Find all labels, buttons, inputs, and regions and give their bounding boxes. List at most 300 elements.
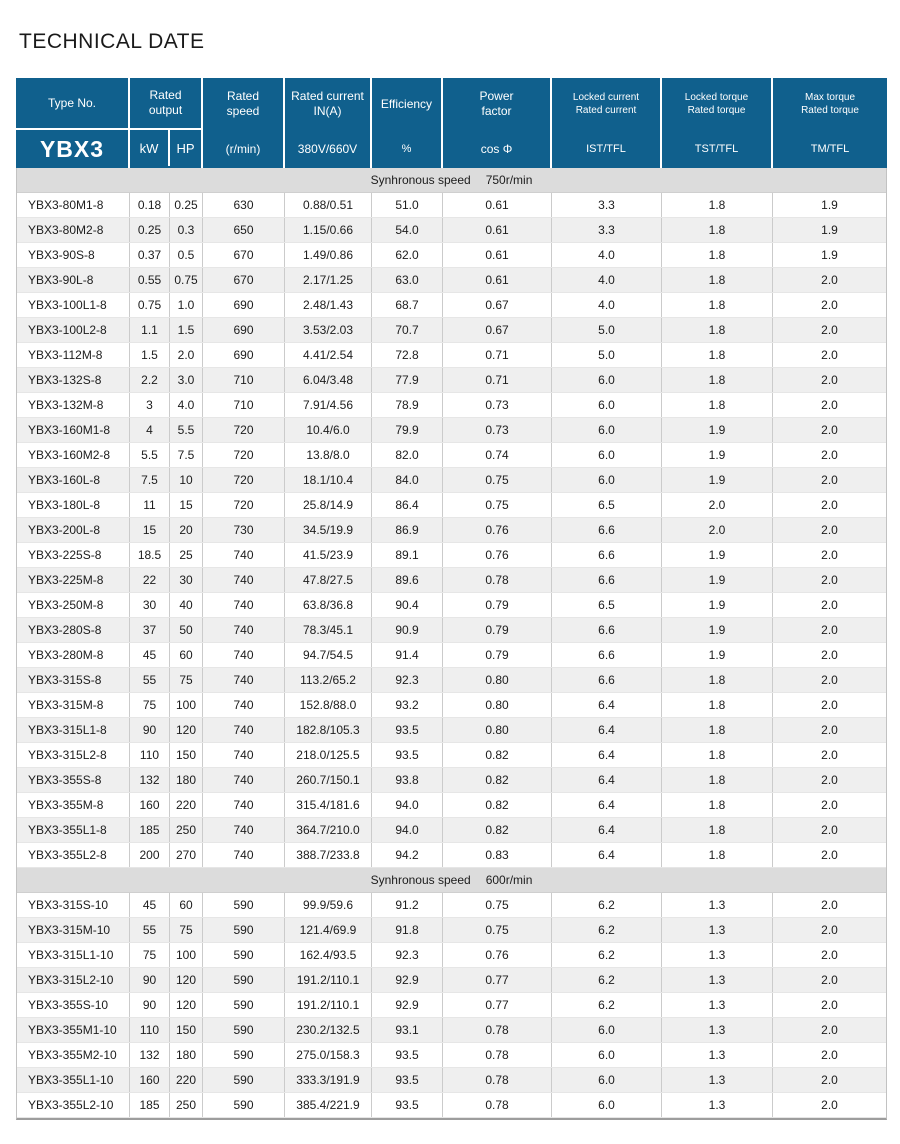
cell-ist: 6.4 <box>552 718 662 742</box>
header-col-power-factor <box>443 78 552 168</box>
header-col-rated-output <box>130 78 203 168</box>
cell-hp: 120 <box>170 718 203 742</box>
cell-eff: 91.8 <box>372 918 443 942</box>
cell-eff: 91.4 <box>372 643 443 667</box>
cell-speed: 740 <box>203 843 285 867</box>
cell-tst: 1.8 <box>662 693 773 717</box>
cell-tm: 2.0 <box>821 1073 838 1087</box>
cell-pf: 0.78 <box>443 1093 552 1117</box>
cell-kw: 18.5 <box>130 543 170 567</box>
header-col-locked-torque <box>662 78 773 168</box>
cell-type: YBX3-315L2-10 <box>17 968 130 992</box>
cell-pf: 0.79 <box>443 618 552 642</box>
cell-ist: 6.4 <box>552 743 662 767</box>
cell-speed: 720 <box>203 443 285 467</box>
cell-tst: 1.8 <box>662 293 773 317</box>
cell-ist: 4.0 <box>552 293 662 317</box>
cell-pf: 0.61 <box>443 243 552 267</box>
cell-speed: 720 <box>203 468 285 492</box>
cell-current: 1.15/0.66 <box>285 218 372 242</box>
cell-eff: 93.5 <box>372 1043 443 1067</box>
cell-tst: 1.9 <box>662 443 773 467</box>
cell-pf: 0.77 <box>443 968 552 992</box>
header-rated-current-label: Rated current IN(A) <box>291 89 364 118</box>
cell-eff: 93.1 <box>372 1018 443 1042</box>
cell-kw: 55 <box>130 918 170 942</box>
cell-type: YBX3-250M-8 <box>17 593 130 617</box>
cell-tst: 1.8 <box>662 768 773 792</box>
cell-tm: 2.0 <box>821 898 838 912</box>
cell-tst: 1.3 <box>662 1043 773 1067</box>
cell-pf: 0.82 <box>443 743 552 767</box>
cell-hp: 5.5 <box>170 418 203 442</box>
cell-eff: 62.0 <box>372 243 443 267</box>
table-body <box>16 168 887 1120</box>
table-row <box>17 918 886 943</box>
cell-type: YBX3-225S-8 <box>17 543 130 567</box>
cell-eff: 90.4 <box>372 593 443 617</box>
cell-ist: 6.6 <box>552 668 662 692</box>
cell-type: YBX3-355L2-10 <box>17 1093 130 1117</box>
header-power-factor-label: Power factor <box>479 89 514 118</box>
cell-pf: 0.75 <box>443 893 552 917</box>
cell-pf: 0.73 <box>443 418 552 442</box>
cell-current: 388.7/233.8 <box>285 843 372 867</box>
cell-ist: 6.0 <box>552 368 662 392</box>
cell-tst: 1.3 <box>662 968 773 992</box>
cell-tst: 1.8 <box>662 193 773 217</box>
cell-current: 113.2/65.2 <box>285 668 372 692</box>
cell-eff: 93.2 <box>372 693 443 717</box>
table-row <box>17 468 886 493</box>
cell-kw: 0.75 <box>130 293 170 317</box>
cell-current: 2.48/1.43 <box>285 293 372 317</box>
table-row <box>17 418 886 443</box>
cell-speed: 730 <box>203 518 285 542</box>
cell-tm: 2.0 <box>821 1048 838 1062</box>
cell-tm: 2.0 <box>821 298 838 312</box>
cell-tst: 1.8 <box>662 718 773 742</box>
cell-eff: 89.1 <box>372 543 443 567</box>
cell-kw: 2.2 <box>130 368 170 392</box>
cell-type: YBX3-132S-8 <box>17 368 130 392</box>
cell-ist: 3.3 <box>552 193 662 217</box>
cell-tst: 1.9 <box>662 418 773 442</box>
cell-current: 7.91/4.56 <box>285 393 372 417</box>
cell-tst: 1.3 <box>662 993 773 1017</box>
cell-speed: 740 <box>203 818 285 842</box>
cell-eff: 54.0 <box>372 218 443 242</box>
cell-eff: 93.5 <box>372 1068 443 1092</box>
cell-kw: 185 <box>130 818 170 842</box>
cell-current: 34.5/19.9 <box>285 518 372 542</box>
cell-hp: 180 <box>170 768 203 792</box>
table-row <box>17 693 886 718</box>
cell-ist: 6.0 <box>552 1068 662 1092</box>
cell-ist: 6.0 <box>552 1018 662 1042</box>
cell-speed: 650 <box>203 218 285 242</box>
cell-type: YBX3-355S-10 <box>17 993 130 1017</box>
cell-tm: 2.0 <box>821 648 838 662</box>
section-speed: 750r/min <box>485 173 533 187</box>
cell-current: 1.49/0.86 <box>285 243 372 267</box>
header-efficiency-label: Efficiency <box>380 96 433 111</box>
cell-hp: 7.5 <box>170 443 203 467</box>
cell-current: 275.0/158.3 <box>285 1043 372 1067</box>
cell-type: YBX3-355M-8 <box>17 793 130 817</box>
cell-speed: 710 <box>203 368 285 392</box>
table-row <box>17 893 886 918</box>
table-row <box>17 593 886 618</box>
cell-ist: 6.4 <box>552 768 662 792</box>
cell-ist: 6.2 <box>552 893 662 917</box>
cell-type: YBX3-80M1-8 <box>17 193 130 217</box>
table-row <box>17 393 886 418</box>
cell-hp: 220 <box>170 793 203 817</box>
cell-pf: 0.80 <box>443 668 552 692</box>
cell-eff: 92.9 <box>372 968 443 992</box>
cell-current: 0.88/0.51 <box>285 193 372 217</box>
table-row <box>17 443 886 468</box>
cell-type: YBX3-132M-8 <box>17 393 130 417</box>
cell-pf: 0.80 <box>443 718 552 742</box>
cell-speed: 590 <box>203 993 285 1017</box>
table-row <box>17 293 886 318</box>
cell-ist: 6.6 <box>552 643 662 667</box>
cell-eff: 93.5 <box>372 718 443 742</box>
cell-tst: 1.8 <box>662 668 773 692</box>
cell-tm: 2.0 <box>821 1098 838 1112</box>
table-row <box>17 943 886 968</box>
cell-ist: 6.2 <box>552 968 662 992</box>
cell-tst: 1.8 <box>662 218 773 242</box>
header-kw-label: kW <box>130 130 170 166</box>
cell-tm: 2.0 <box>821 998 838 1012</box>
cell-speed: 590 <box>203 943 285 967</box>
table-row <box>17 793 886 818</box>
cell-hp: 10 <box>170 468 203 492</box>
cell-current: 230.2/132.5 <box>285 1018 372 1042</box>
cell-tm: 2.0 <box>821 948 838 962</box>
cell-type: YBX3-160M2-8 <box>17 443 130 467</box>
cell-speed: 740 <box>203 793 285 817</box>
cell-current: 18.1/10.4 <box>285 468 372 492</box>
cell-current: 25.8/14.9 <box>285 493 372 517</box>
header-max-torque-label: Max torque Rated torque <box>801 92 859 116</box>
cell-tst: 1.3 <box>662 1068 773 1092</box>
cell-type: YBX3-355M2-10 <box>17 1043 130 1067</box>
cell-pf: 0.78 <box>443 1018 552 1042</box>
table-row <box>17 1018 886 1043</box>
cell-pf: 0.71 <box>443 343 552 367</box>
cell-current: 63.8/36.8 <box>285 593 372 617</box>
header-locked-torque-unit: TST/TFL <box>694 143 739 155</box>
cell-pf: 0.67 <box>443 293 552 317</box>
cell-kw: 110 <box>130 743 170 767</box>
cell-ist: 6.4 <box>552 693 662 717</box>
cell-pf: 0.71 <box>443 368 552 392</box>
cell-speed: 590 <box>203 918 285 942</box>
cell-hp: 150 <box>170 743 203 767</box>
cell-current: 99.9/59.6 <box>285 893 372 917</box>
cell-ist: 6.4 <box>552 843 662 867</box>
cell-speed: 590 <box>203 893 285 917</box>
cell-tst: 1.3 <box>662 1018 773 1042</box>
brand-cell <box>16 130 128 168</box>
header-rated-current-unit: 380V/660V <box>297 142 358 156</box>
cell-current: 333.3/191.9 <box>285 1068 372 1092</box>
cell-hp: 0.25 <box>170 193 203 217</box>
cell-hp: 75 <box>170 668 203 692</box>
header-rated-output-label: Rated output <box>130 78 201 130</box>
table-row <box>17 218 886 243</box>
cell-eff: 92.3 <box>372 943 443 967</box>
table-row <box>17 518 886 543</box>
cell-eff: 51.0 <box>372 193 443 217</box>
cell-speed: 690 <box>203 318 285 342</box>
section-header <box>17 868 886 893</box>
cell-ist: 6.6 <box>552 543 662 567</box>
cell-eff: 72.8 <box>372 343 443 367</box>
cell-eff: 93.5 <box>372 743 443 767</box>
cell-tm: 2.0 <box>821 798 838 812</box>
cell-pf: 0.76 <box>443 943 552 967</box>
header-kw-hp-row <box>130 130 201 166</box>
cell-kw: 75 <box>130 693 170 717</box>
cell-kw: 22 <box>130 568 170 592</box>
header-power-factor-unit: cos Φ <box>480 142 513 156</box>
table-row <box>17 543 886 568</box>
cell-type: YBX3-160L-8 <box>17 468 130 492</box>
header-rated-speed-label: Rated speed <box>226 89 260 118</box>
cell-kw: 90 <box>130 718 170 742</box>
table-row <box>17 993 886 1018</box>
cell-pf: 0.80 <box>443 693 552 717</box>
cell-type: YBX3-200L-8 <box>17 518 130 542</box>
cell-eff: 93.8 <box>372 768 443 792</box>
cell-hp: 25 <box>170 543 203 567</box>
cell-speed: 590 <box>203 1043 285 1067</box>
cell-eff: 86.9 <box>372 518 443 542</box>
cell-current: 41.5/23.9 <box>285 543 372 567</box>
header-col-locked-current <box>552 78 662 168</box>
table-header <box>16 78 887 168</box>
cell-hp: 20 <box>170 518 203 542</box>
cell-pf: 0.79 <box>443 643 552 667</box>
cell-tm: 2.0 <box>821 323 838 337</box>
cell-kw: 5.5 <box>130 443 170 467</box>
cell-type: YBX3-160M1-8 <box>17 418 130 442</box>
cell-speed: 740 <box>203 768 285 792</box>
cell-hp: 60 <box>170 643 203 667</box>
cell-type: YBX3-315S-8 <box>17 668 130 692</box>
technical-data-table <box>16 78 887 1120</box>
cell-ist: 4.0 <box>552 243 662 267</box>
cell-tm: 2.0 <box>821 423 838 437</box>
cell-hp: 2.0 <box>170 343 203 367</box>
cell-eff: 90.9 <box>372 618 443 642</box>
cell-tst: 1.9 <box>662 568 773 592</box>
cell-ist: 4.0 <box>552 268 662 292</box>
cell-speed: 710 <box>203 393 285 417</box>
header-col-efficiency <box>372 78 443 168</box>
cell-tm: 2.0 <box>821 373 838 387</box>
cell-kw: 132 <box>130 768 170 792</box>
cell-current: 94.7/54.5 <box>285 643 372 667</box>
cell-eff: 70.7 <box>372 318 443 342</box>
cell-tst: 1.8 <box>662 743 773 767</box>
cell-current: 10.4/6.0 <box>285 418 372 442</box>
cell-current: 3.53/2.03 <box>285 318 372 342</box>
cell-eff: 63.0 <box>372 268 443 292</box>
cell-tm: 2.0 <box>821 598 838 612</box>
cell-pf: 0.77 <box>443 993 552 1017</box>
cell-eff: 92.9 <box>372 993 443 1017</box>
cell-type: YBX3-355L1-10 <box>17 1068 130 1092</box>
cell-hp: 3.0 <box>170 368 203 392</box>
cell-tm: 1.9 <box>821 223 838 237</box>
cell-tst: 1.3 <box>662 1093 773 1117</box>
cell-kw: 4 <box>130 418 170 442</box>
cell-type: YBX3-315M-8 <box>17 693 130 717</box>
cell-tm: 2.0 <box>821 498 838 512</box>
cell-kw: 0.37 <box>130 243 170 267</box>
cell-pf: 0.83 <box>443 843 552 867</box>
cell-eff: 94.2 <box>372 843 443 867</box>
cell-type: YBX3-280M-8 <box>17 643 130 667</box>
cell-pf: 0.61 <box>443 193 552 217</box>
cell-ist: 6.2 <box>552 993 662 1017</box>
cell-speed: 590 <box>203 1093 285 1117</box>
cell-type: YBX3-355L2-8 <box>17 843 130 867</box>
cell-kw: 37 <box>130 618 170 642</box>
cell-speed: 740 <box>203 743 285 767</box>
cell-type: YBX3-90S-8 <box>17 243 130 267</box>
cell-type: YBX3-315L1-8 <box>17 718 130 742</box>
table-row <box>17 1068 886 1093</box>
cell-pf: 0.82 <box>443 818 552 842</box>
cell-tm: 2.0 <box>821 698 838 712</box>
cell-hp: 60 <box>170 893 203 917</box>
cell-type: YBX3-280S-8 <box>17 618 130 642</box>
cell-tst: 1.3 <box>662 918 773 942</box>
cell-tst: 1.8 <box>662 818 773 842</box>
cell-pf: 0.82 <box>443 768 552 792</box>
cell-tm: 2.0 <box>821 623 838 637</box>
header-rated-speed-unit: (r/min) <box>225 142 261 156</box>
cell-type: YBX3-225M-8 <box>17 568 130 592</box>
cell-tm: 2.0 <box>821 673 838 687</box>
cell-kw: 132 <box>130 1043 170 1067</box>
cell-speed: 740 <box>203 568 285 592</box>
table-row <box>17 368 886 393</box>
table-row <box>17 768 886 793</box>
cell-type: YBX3-355L1-8 <box>17 818 130 842</box>
cell-tm: 2.0 <box>821 973 838 987</box>
cell-hp: 30 <box>170 568 203 592</box>
cell-hp: 40 <box>170 593 203 617</box>
cell-eff: 82.0 <box>372 443 443 467</box>
cell-current: 315.4/181.6 <box>285 793 372 817</box>
cell-type: YBX3-315L2-8 <box>17 743 130 767</box>
cell-kw: 55 <box>130 668 170 692</box>
cell-tst: 1.3 <box>662 943 773 967</box>
cell-eff: 79.9 <box>372 418 443 442</box>
cell-current: 152.8/88.0 <box>285 693 372 717</box>
cell-pf: 0.74 <box>443 443 552 467</box>
cell-tst: 1.3 <box>662 893 773 917</box>
cell-pf: 0.78 <box>443 1068 552 1092</box>
cell-ist: 6.4 <box>552 793 662 817</box>
cell-hp: 1.0 <box>170 293 203 317</box>
cell-pf: 0.75 <box>443 493 552 517</box>
cell-ist: 6.2 <box>552 943 662 967</box>
cell-hp: 100 <box>170 943 203 967</box>
header-type-no-label: Type No. <box>16 78 128 130</box>
cell-ist: 6.6 <box>552 618 662 642</box>
cell-speed: 690 <box>203 293 285 317</box>
cell-speed: 590 <box>203 968 285 992</box>
header-efficiency-unit: % <box>401 143 412 155</box>
header-col-rated-speed <box>203 78 285 168</box>
cell-speed: 740 <box>203 668 285 692</box>
cell-ist: 6.0 <box>552 1093 662 1117</box>
cell-kw: 0.18 <box>130 193 170 217</box>
cell-tst: 2.0 <box>662 518 773 542</box>
table-row <box>17 643 886 668</box>
cell-kw: 160 <box>130 793 170 817</box>
header-hp-label: HP <box>176 140 195 156</box>
cell-eff: 92.3 <box>372 668 443 692</box>
cell-type: YBX3-180L-8 <box>17 493 130 517</box>
table-row <box>17 818 886 843</box>
cell-hp: 0.5 <box>170 243 203 267</box>
cell-hp: 270 <box>170 843 203 867</box>
cell-speed: 740 <box>203 643 285 667</box>
cell-tst: 1.8 <box>662 843 773 867</box>
cell-tm: 2.0 <box>821 523 838 537</box>
cell-pf: 0.76 <box>443 543 552 567</box>
cell-type: YBX3-80M2-8 <box>17 218 130 242</box>
cell-ist: 6.0 <box>552 418 662 442</box>
cell-type: YBX3-100L1-8 <box>17 293 130 317</box>
cell-ist: 6.0 <box>552 443 662 467</box>
header-locked-current-unit: IST/TFL <box>586 143 626 155</box>
cell-pf: 0.61 <box>443 268 552 292</box>
cell-kw: 1.5 <box>130 343 170 367</box>
cell-tst: 1.9 <box>662 593 773 617</box>
header-locked-torque-label: Locked torque Rated torque <box>684 92 749 116</box>
cell-eff: 91.2 <box>372 893 443 917</box>
cell-hp: 15 <box>170 493 203 517</box>
cell-tm: 2.0 <box>821 398 838 412</box>
cell-current: 6.04/3.48 <box>285 368 372 392</box>
cell-current: 4.41/2.54 <box>285 343 372 367</box>
cell-current: 191.2/110.1 <box>285 993 372 1017</box>
cell-speed: 740 <box>203 693 285 717</box>
cell-current: 182.8/105.3 <box>285 718 372 742</box>
cell-kw: 90 <box>130 993 170 1017</box>
cell-kw: 1.1 <box>130 318 170 342</box>
cell-current: 121.4/69.9 <box>285 918 372 942</box>
table-row <box>17 743 886 768</box>
cell-current: 260.7/150.1 <box>285 768 372 792</box>
cell-hp: 1.5 <box>170 318 203 342</box>
cell-type: YBX3-355S-8 <box>17 768 130 792</box>
page-title: TECHNICAL DATE <box>19 30 205 53</box>
cell-speed: 720 <box>203 418 285 442</box>
section-title: Synhronous speed <box>370 173 471 187</box>
